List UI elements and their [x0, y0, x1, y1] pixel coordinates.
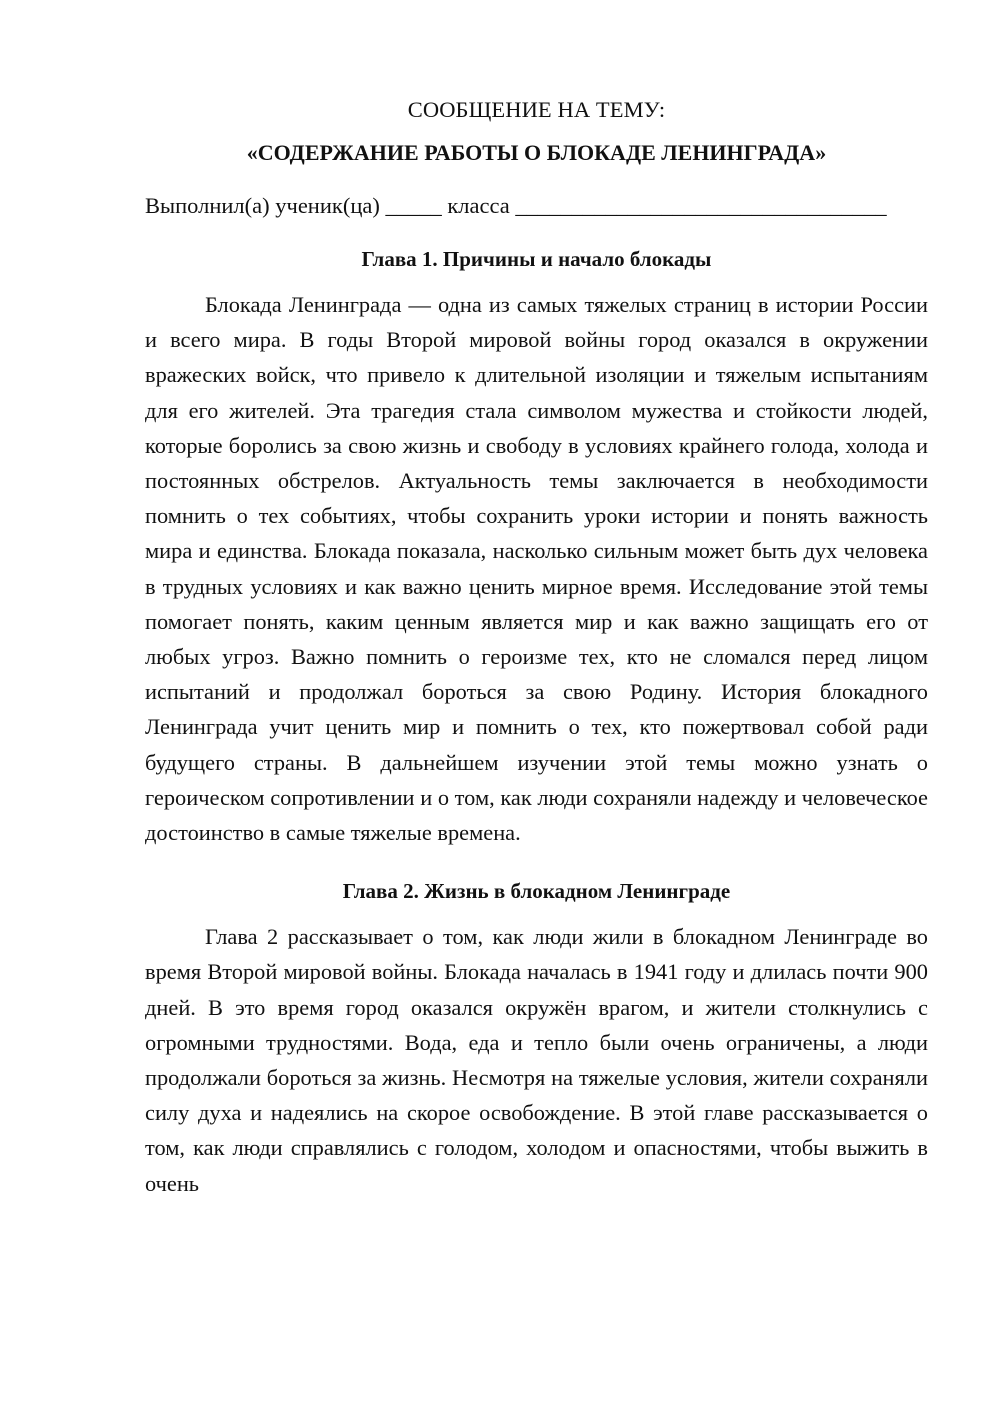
- chapter-2-heading: Глава 2. Жизнь в блокадном Ленинграде: [342, 879, 731, 904]
- chapter-2-paragraph: Глава 2 рассказывает о том, как люди жили в блокадном Ленинграде во время Второй мировой войны. Блокада началась в 1941 году и длилась почти 900 дней. В это время город оказался окружён врагом, и жители столкнулись с огромными трудностями. Вода, еда и тепло были очень ограничены, а люди продолжали бороться за жизнь. Несмотря на тяжелые условия, жители сохраняли силу духа и надеялись на скорое освобождение. В этой главе рассказывается о том, как люди справлялись с голодом, холодом и опасностями, чтобы выжить в очень: [145, 924, 928, 1196]
- document-subtitle: «СОДЕРЖАНИЕ РАБОТЫ О БЛОКАДЕ ЛЕНИНГРАДА»: [246, 140, 827, 165]
- author-byline: Выполнил(а) ученик(ца) _____ класса _________________________________: [145, 193, 887, 218]
- chapter-1-paragraph: Блокада Ленинграда — одна из самых тяжелых страниц в истории России и всего мира. В годы Второй мировой войны город оказался в окружении вражеских войск, что привело к длительной изоляции и тяжелым испытаниям для его жителей. Эта трагедия стала символом мужества и стойкости людей, которые боролись за свою жизнь и свободу в условиях крайнего голода, холода и постоянных обстрелов. Актуальность темы заключается в необходимости помнить о тех событиях, чтобы сохранить уроки истории и понять важность мира и единства. Блокада показала, насколько сильным может быть дух человека в трудных условиях и как важно ценить мирное время. Исследование этой темы помогает понять, каким ценным является мир и как важно защищать его от любых угроз. Важно помнить о героизме тех, кто не сломался перед лицом испытаний и продолжал бороться за свою Родину. История блокадного Ленинграда учит ценить мир и помнить о тех, кто пожертвовал собой ради будущего страны. В дальнейшем изучении этой темы можно узнать о героическом сопротивлении и о том, как люди сохраняли надежду и человеческое достоинство в самые тяжелые времена.: [145, 292, 928, 846]
- document-title: СООБЩЕНИЕ НА ТЕМУ:: [407, 97, 666, 122]
- document-body: [145, 92, 928, 1201]
- chapter-1-heading: Глава 1. Причины и начало блокады: [361, 247, 712, 271]
